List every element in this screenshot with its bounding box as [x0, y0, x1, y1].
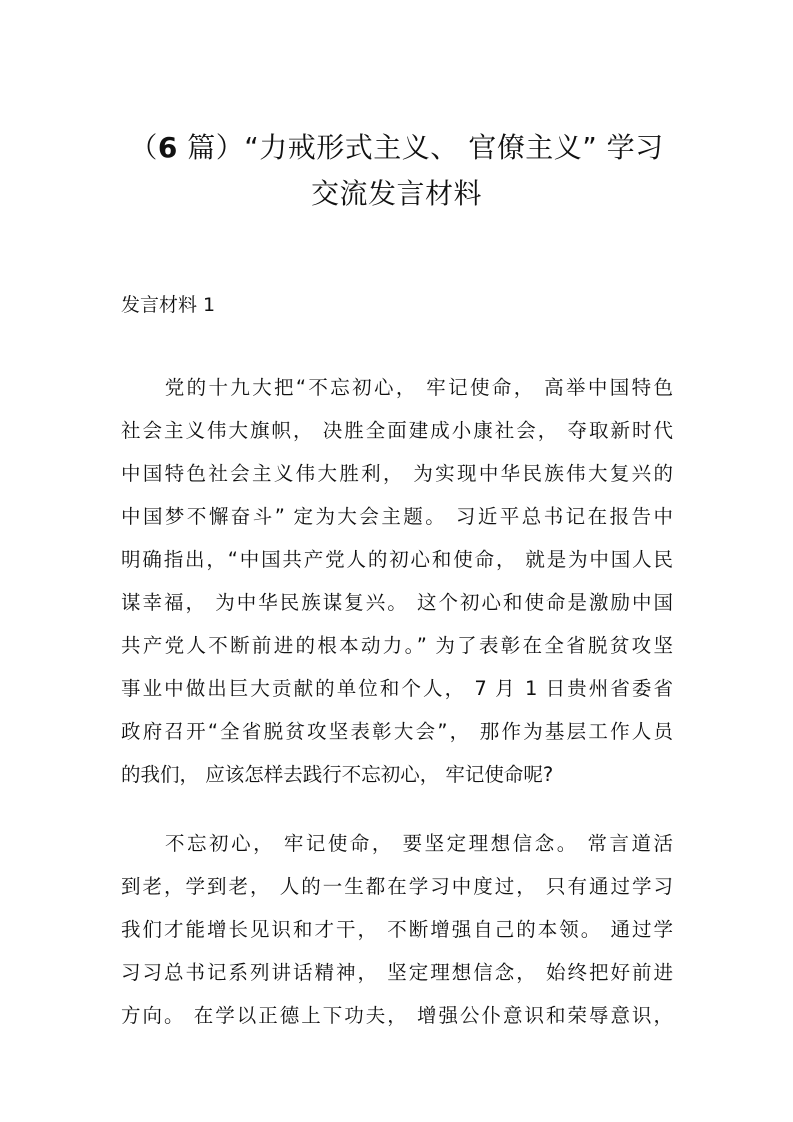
title-open-paren: （ — [129, 131, 158, 164]
paragraph-line: 方向。 在学以正德上下功夫， 增强公仆意识和荣辱意识， — [121, 1004, 673, 1027]
paragraph-line: 我们才能增长见识和才干， 不断增强自己的本领。 通过学 — [121, 918, 673, 941]
section-heading: 发言材料 1 — [121, 294, 216, 316]
paragraph-line: 共产党人不断前进的根本动力。” 为了表彰在全省脱贫攻坚 — [121, 634, 673, 657]
document-title-line-2: 交流发言材料 — [310, 177, 482, 210]
paragraph-line: 的我们， 应该怎样去践行不忘初心， 牢记使命呢? — [121, 763, 554, 786]
paragraph-line: 明确指出，“中国共产党人的初心和使命， 就是为中国人民 — [121, 548, 673, 571]
paragraph-line: 社会主义伟大旗帜， 决胜全面建成小康社会， 夺取新时代 — [121, 419, 673, 442]
paragraph-line: 党的十九大把“不忘初心， 牢记使命， 高举中国特色 — [121, 376, 673, 399]
title-text-1: 篇）“力戒形式主义、 官僚主义” 学习 — [177, 131, 664, 164]
paragraph-2 — [121, 822, 673, 1037]
paragraph-line: 习习总书记系列讲话精神， 坚定理想信念， 始终把好前进 — [121, 961, 673, 984]
paragraph-line: 事业中做出巨大贡献的单位和个人， 7 月 1 日贵州省委省 — [121, 677, 673, 700]
paragraph-line: 中国特色社会主义伟大胜利， 为实现中华民族伟大复兴的 — [121, 462, 673, 485]
paragraph-line: 谋幸福， 为中华民族谋复兴。 这个初心和使命是激励中国 — [121, 591, 673, 614]
paragraph-line: 不忘初心， 牢记使命， 要坚定理想信念。 常言道活 — [121, 832, 673, 855]
paragraph-line: 中国梦不懈奋斗” 定为大会主题。 习近平总书记在报告中 — [121, 505, 673, 528]
paragraph-1 — [121, 366, 673, 796]
title-count: 6 — [157, 131, 178, 164]
paragraph-line: 到老，学到老， 人的一生都在学习中度过， 只有通过学习 — [121, 875, 673, 898]
paragraph-line: 政府召开“全省脱贫攻坚表彰大会”， 那作为基层工作人员 — [121, 720, 673, 743]
document-title-line-1 — [100, 124, 693, 172]
